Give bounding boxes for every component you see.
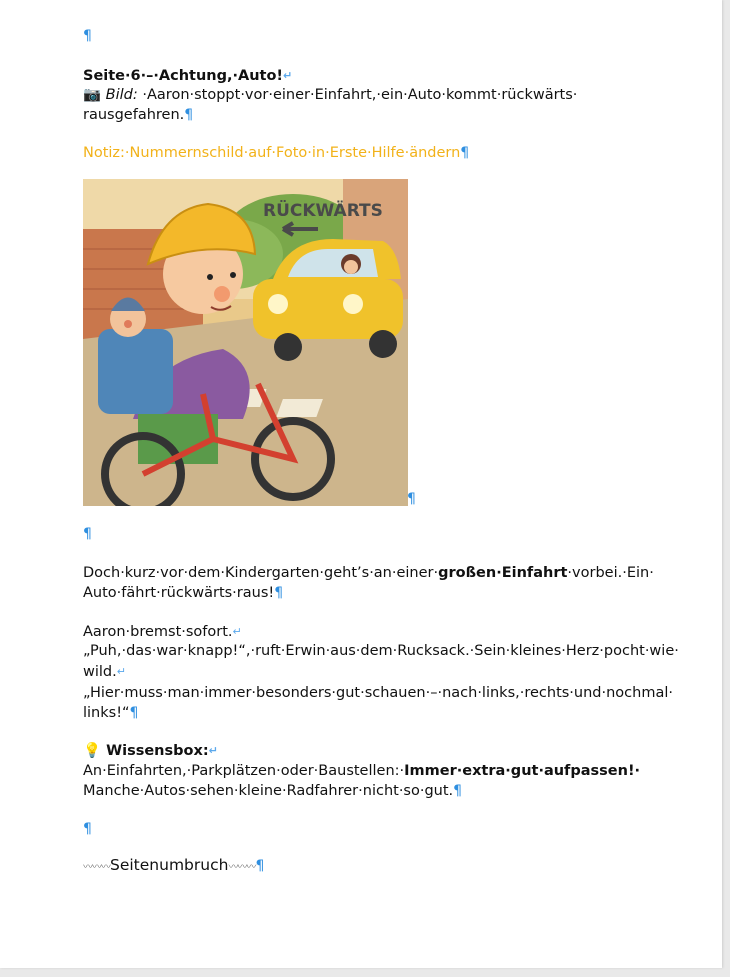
page-heading: Seite·6·–·Achtung,·Auto!↵ — [83, 68, 293, 84]
knowledge-box-line-2: Manche·Autos·sehen·kleine·Radfahrer·nicht·so·gut.¶ — [83, 783, 463, 799]
camera-icon: 📷 — [83, 87, 102, 103]
body-paragraph-2-line-3: wild.↵ — [83, 664, 126, 680]
image-caption-line-1: 📷 Bild: ·Aaron·stoppt·vor·einer·Einfahrt,·ein·Auto·kommt·rückwärts· — [83, 87, 578, 103]
lightbulb-icon: 💡 — [83, 743, 102, 759]
illustration-child-on-bike[interactable] — [83, 179, 408, 506]
image-paragraph-mark: ¶ — [407, 491, 416, 507]
knowledge-box-title: 💡 Wissensbox:↵ — [83, 743, 218, 759]
body-paragraph-2-line-4: „Hier·muss·man·immer·besonders·gut·schauen·–·nach·links,·rechts·und·nochmal· — [83, 685, 673, 701]
page-break-marker: 〰〰〰Seitenumbruch〰〰〰¶ — [83, 856, 265, 874]
body-paragraph-1-line-1: Doch·kurz·vor·dem·Kindergarten·geht’s·an·einer·großen·Einfahrt·vorbei.·Ein· — [83, 565, 654, 581]
empty-paragraph-1: ¶ — [83, 28, 92, 44]
svg-text:RÜCKWÄRTS: RÜCKWÄRTS — [263, 201, 383, 221]
knowledge-box-line-1: An·Einfahrten,·Parkplätzen·oder·Baustellen:·Immer·extra·gut·aufpassen!· — [83, 763, 641, 779]
editor-note: Notiz:·Nummernschild·auf·Foto·in·Erste·Hilfe·ändern¶ — [83, 145, 470, 161]
body-paragraph-2-line-5: links!“¶ — [83, 705, 139, 721]
empty-paragraph-2: ¶ — [83, 526, 92, 542]
image-caption-line-2: rausgefahren.¶ — [83, 107, 194, 123]
body-paragraph-2-line-2: „Puh,·das·war·knapp!“,·ruft·Erwin·aus·dem·Rucksack.·Sein·kleines·Herz·pocht·wie· — [83, 643, 679, 659]
body-paragraph-2-line-1: Aaron·bremst·sofort.↵ — [83, 624, 242, 640]
body-paragraph-1-line-2: Auto·fährt·rückwärts·raus!¶ — [83, 585, 284, 601]
empty-paragraph-3: ¶ — [83, 821, 92, 837]
